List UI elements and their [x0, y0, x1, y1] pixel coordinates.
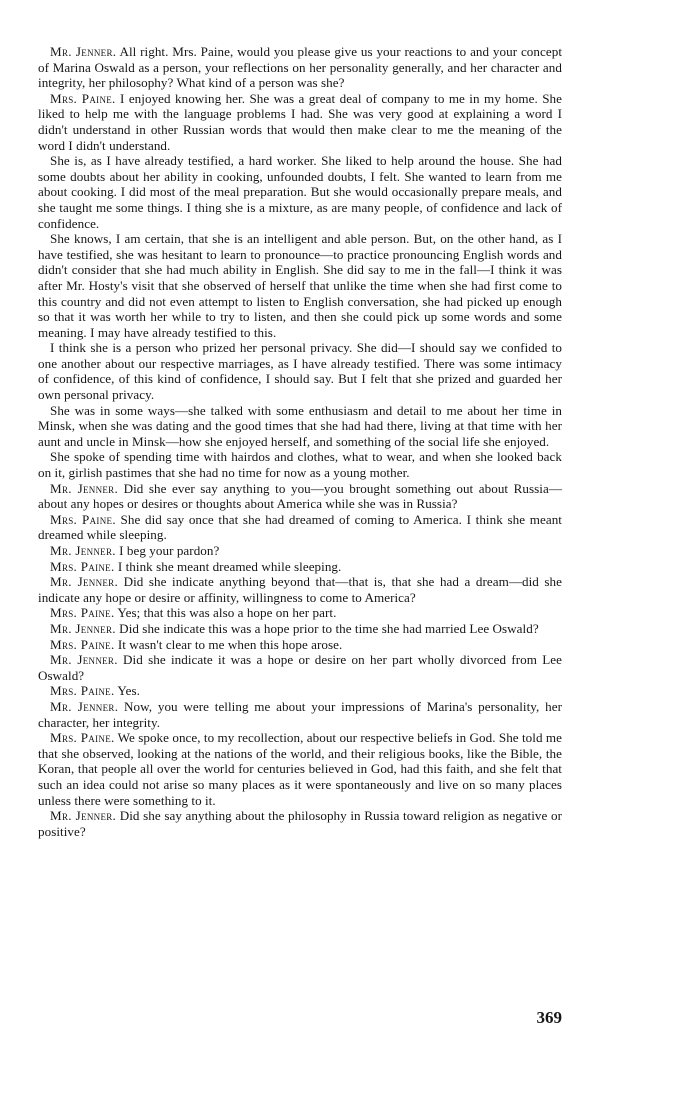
testimony-paragraph: [38, 153, 562, 231]
testimony-paragraph: [38, 808, 562, 839]
testimony-paragraph: [38, 91, 562, 153]
speaker-name: Mr. Jenner.: [50, 652, 118, 668]
speaker-name: Mrs. Paine.: [50, 730, 115, 746]
speaker-name: Mr. Jenner.: [50, 620, 116, 636]
testimony-paragraph: [38, 512, 562, 543]
testimony-paragraph: [38, 605, 562, 621]
speaker-name: Mr. Jenner.: [50, 574, 119, 590]
testimony-paragraph: [38, 574, 562, 605]
paragraph-text: She is, as I have already testified, a hard worker. She liked to help around the house. She had some doubts about her ability in cooking, unfounded doubts, I felt. She wanted to learn from me about cooking. I did most of the meal preparation. But she would occasionally prepare meals, and she taught me some things. I thing she is a mixture, as are many people, of confidence and lack of confidence.: [38, 153, 562, 231]
testimony-paragraph: [38, 652, 562, 683]
speaker-name: Mr. Jenner.: [50, 808, 117, 824]
testimony-paragraph: [38, 621, 562, 637]
testimony-paragraph: [38, 637, 562, 653]
paragraph-text: She did say once that she had dreamed of coming to America. I think she meant dreamed while sleeping.: [38, 511, 562, 543]
speaker-name: Mr. Jenner.: [50, 698, 119, 714]
speaker-name: Mrs. Paine.: [50, 558, 115, 574]
paragraph-text: All right. Mrs. Paine, would you please give us your reactions to and your concept of Marina Oswald as a person, your reflections on her personality generally, and her character and integrity, her philosophy? What kind of a person was she?: [38, 44, 563, 91]
testimony-text: [38, 44, 562, 839]
speaker-name: Mr. Jenner.: [50, 543, 116, 558]
testimony-paragraph: [38, 403, 562, 450]
speaker-name: Mrs. Paine.: [50, 683, 115, 699]
testimony-paragraph: [38, 543, 562, 559]
speaker-name: Mrs. Paine.: [50, 605, 115, 621]
testimony-paragraph: [38, 231, 562, 340]
testimony-paragraph: [38, 44, 562, 91]
paragraph-text: I think she meant dreamed while sleeping.: [114, 558, 342, 574]
testimony-paragraph: [38, 559, 562, 575]
speaker-name: Mrs. Paine.: [50, 636, 115, 652]
paragraph-text: She spoke of spending time with hairdos and clothes, what to wear, and when she looked back on it, girlish pastimes that she had no time for now as a young mother.: [38, 449, 562, 481]
testimony-paragraph: [38, 340, 562, 402]
speaker-name: Mrs. Paine.: [50, 90, 116, 106]
paragraph-text: Did she indicate it was a hope or desire on her part wholly divorced from Lee Oswald?: [38, 652, 563, 683]
paragraph-text: Did she ever say anything to you—you brought something out about Russia—about any hopes or desires or thoughts about America while she was in Russia?: [38, 480, 563, 512]
paragraph-text: She was in some ways—she talked with some enthusiasm and detail to me about her time in Minsk, when she was dating and the good times that she had had there, living at that time with her aunt and uncle in Minsk—how she enjoyed herself, and something of the social life she enjoyed.: [38, 402, 562, 449]
testimony-paragraph: [38, 730, 562, 808]
paragraph-text: Did she say anything about the philosophy in Russia toward religion as negative or positive?: [38, 808, 562, 839]
paragraph-text: It wasn't clear to me when this hope arose.: [114, 636, 343, 652]
paragraph-text: I beg your pardon?: [115, 543, 220, 558]
testimony-paragraph: [38, 449, 562, 480]
paragraph-text: Did she indicate this was a hope prior to the time she had married Lee Oswald?: [115, 620, 539, 636]
testimony-paragraph: [38, 683, 562, 699]
paragraph-text: I think she is a person who prized her personal privacy. She did—I should say we confided to one another about our respective marriages, as I have already testified. There was some intimacy of confidence, of this kind of confidence, I should say. But I felt that she prized and guarded her own personal privacy.: [38, 340, 562, 403]
speaker-name: Mr. Jenner.: [50, 480, 119, 496]
paragraph-text: Did she indicate anything beyond that—that is, that she had a dream—did she indicate any hope or desire or affinity, willingness to come to America?: [38, 574, 562, 605]
paragraph-text: Yes.: [114, 683, 140, 699]
speaker-name: Mr. Jenner.: [50, 44, 117, 59]
paragraph-text: Now, you were telling me about your impressions of Marina's personality, her character, her integrity.: [38, 698, 562, 730]
page-number: 369: [536, 1008, 562, 1027]
speaker-name: Mrs. Paine.: [50, 511, 116, 527]
paragraph-text: I enjoyed knowing her. She was a great deal of company to me in my home. She liked to help me with the language problems I had. She was very good at explaining a word I didn't understand in other Russian words that would then make clear to me the meaning of the word I didn't understand.: [38, 90, 563, 153]
paragraph-text: Yes; that this was also a hope on her part.: [114, 605, 337, 621]
paragraph-text: We spoke once, to my recollection, about our respective beliefs in God. She told me that she observed, looking at the nations of the world, and their religious books, like the Bible, the Koran, that people all over the world for centuries believed in God, had this faith, and she felt that such an idea could not arise so many places as it were spontaneously and live on so many places unless there were something to it.: [38, 730, 562, 808]
paragraph-text: She knows, I am certain, that she is an intelligent and able person. But, on the other hand, as I have testified, she was hesitant to learn to pronounce—to practice pronouncing English words and didn't consider that she had much ability in English. She did say to me in the fall—I think it was after Mr. Hosty's visit that she observed of herself that unlike the time when she had first come to this country and did not even attempt to listen to English conversation, she had picked up enough so that it was worth her while to try to listen, and then she could pick up some words and some meaning. I may have already testified to this.: [38, 231, 562, 340]
testimony-paragraph: [38, 481, 562, 512]
testimony-paragraph: [38, 699, 562, 730]
